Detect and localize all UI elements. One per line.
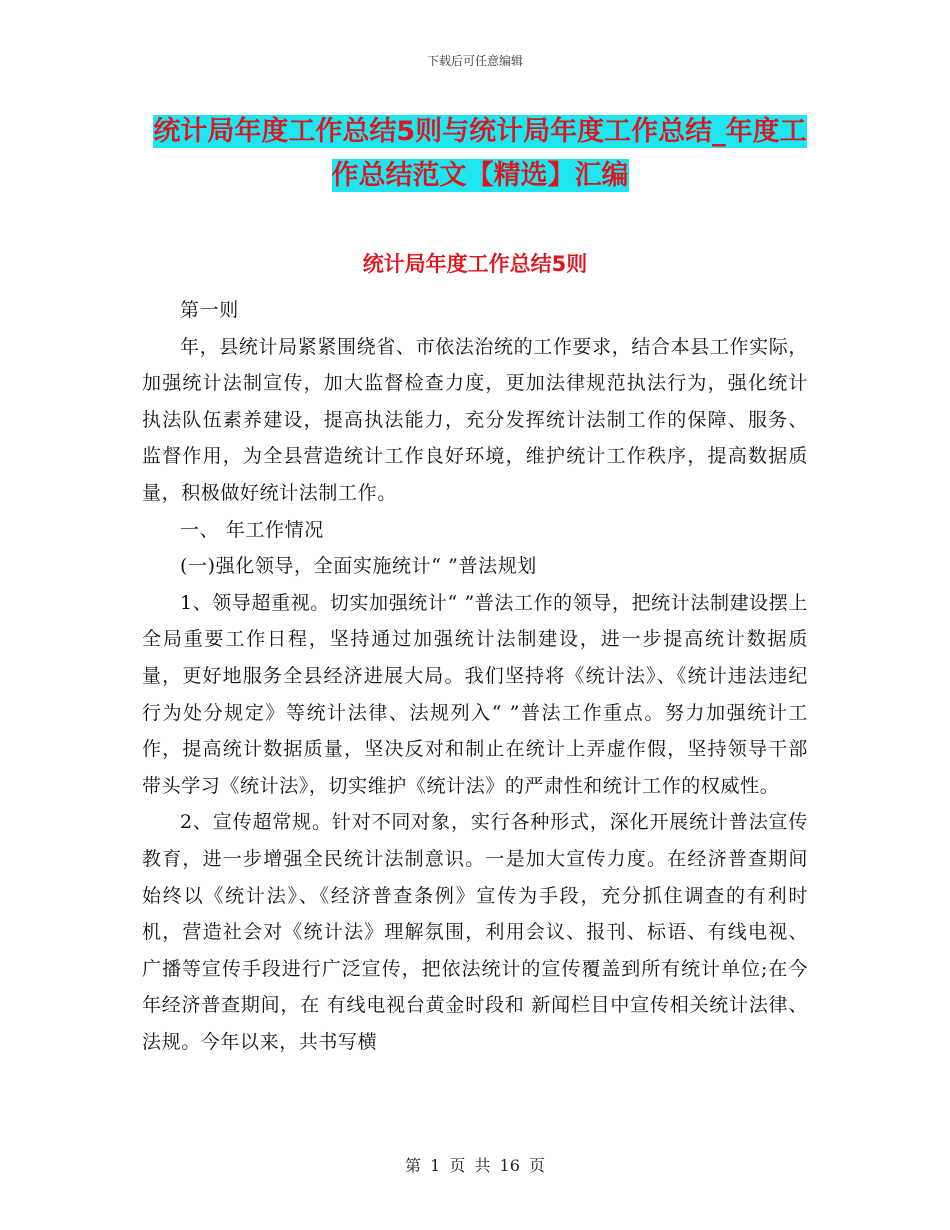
paragraph: 2、宣传超常规。针对不同对象，实行各种形式，深化开展统计普法宣传教育，进一步增强全民统计法制意识。一是加大宣传力度。在经济普查期间始终以《统计法》、《经济普查条例》宣传为手段，充分抓住调查的有利时机，营造社会对《统计法》理解氛围，利用会议、报刊、标语、有线电视、广播等宣传手段进行广泛宣传，把依法统计的宣传覆盖到所有统计单位;在今年经济普查期间，在 有线电视台黄金时段和 新闻栏目中宣传相关统计法律、法规。今年以来，共书写横 [142, 811, 808, 1053]
paragraph: (一)强化领导，全面实施统计“ ”普法规划 [180, 555, 537, 578]
page-number: 第 1 页 共 16 页 [405, 1156, 545, 1175]
paragraph: 一、 年工作情况 [180, 518, 324, 541]
document-title [140, 110, 820, 198]
paragraph: 年，县统计局紧紧围绕省、市依法治统的工作要求，结合本县工作实际，加强统计法制宣传，加大监督检查力度，更加法律规范执法行为，强化统计执法队伍素养建设，提高执法能力，充分发挥统计法制工作的保障、服务、监督作用，为全县营造统计工作良好环境，维护统计工作秩序，提高数据质量，积极做好统计法制工作。 [142, 335, 808, 504]
section-title: 统计局年度工作总结5则 [362, 252, 588, 276]
document-body [142, 292, 808, 1060]
paragraph: 1、领导超重视。切实加强统计“ ”普法工作的领导，把统计法制建设摆上全局重要工作日程，坚持通过加强统计法制建设，进一步提高统计数据质量，更好地服务全县经济进展大局。我们坚持将《统计法》、《统计违法违纪行为处分规定》等统计法律、法规列入“ ”普法工作重点。努力加强统计工作，提高统计数据质量，坚决反对和制止在统计上弄虚作假，坚持领导干部带头学习《统计法》，切实维护《统计法》的严肃性和统计工作的权威性。 [142, 591, 808, 797]
page-header-note: 下载后可任意编辑 [426, 54, 523, 68]
document-title-text: 统计局年度工作总结5则与统计局年度工作总结_年度工作总结范文【精选】汇编 [153, 116, 807, 191]
paragraph: 第一则 [180, 299, 239, 321]
